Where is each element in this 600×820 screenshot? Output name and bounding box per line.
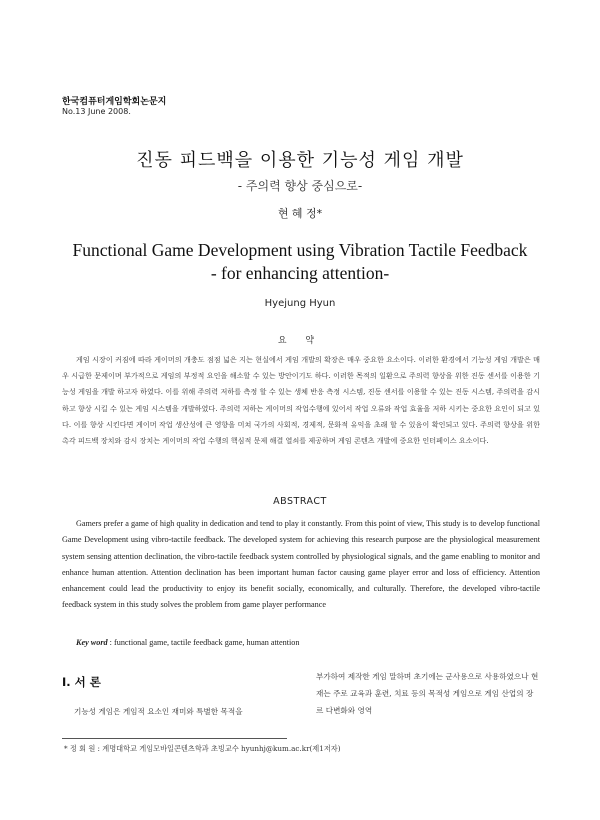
abstract-korean-body: 게임 시장이 커짐에 따라 게이머의 개충도 점점 넓은 지는 현실에서 게임 개발의 확장은 매우 중요한 요소이다. 이러한 환경에서 기능성 게임 개발은 매우 시급한 문제이며 부가적으로 게임의 부정적 요인을 해소할 수 있는 방안이기도 하다. 이러한 목적의 일환으로 주의력 향상을 위한 진동 센서를 이용한 기능성 게임을 개발 하고자 하였다. 이를 위해 주의력 저하를 측정 할 수 있는 생체 반응 측정 시스템, 진동 센서를 이용할 수 있는 진동 시스템, 주의력을 감시하고 향상 시킬 수 있는 게임 시스템을 개발하였다. 주의력 저하는 게이머의 작업수행에 있어서 작업 오류와 작업 효율을 저하 시키는 중요한 요인이 되고 있다. 이를 향상 시킨다면 게이머 작업 생산성에 큰 영향을 미쳐 국가의 사회적, 경제적, 문화적 유익을 초래 할 수 있음이 확인되고 있다. 주의력 향상을 위한 촉각 피드백 장치와 감시 장치는 게이머의 작업 수행의 핵심적 문제 해결 열쇠를 제공하며 게임 콘텐츠 개발에 중요한 인터페이스 요소이다. [62, 355, 540, 446]
abstract-english-heading: ABSTRACT [273, 496, 327, 507]
keywords-label: Key word [76, 638, 108, 647]
title-english-line2: - for enhancing attention- [210, 263, 390, 283]
author-korean: 현 혜 정* [277, 207, 323, 220]
footnote-divider [62, 738, 287, 739]
keywords [76, 638, 300, 647]
journal-issue: No.13 June 2008. [62, 107, 131, 116]
intro-left-column: 기능성 게임은 게임적 요소인 재미와 특별한 목적을 [74, 707, 243, 716]
abstract-korean-heading: 요 약 [277, 336, 323, 346]
title-korean: 진동 피드백을 이용한 기능성 게임 개발 [136, 150, 464, 171]
section-title-introduction: Ⅰ. 서 론 [62, 675, 101, 689]
author-footnote: * 정 회 원 : 계명대학교 게임모바일콘텐츠학과 초빙교수 hyunhj@kum.ac.kr(제1저자) [64, 744, 341, 753]
journal-name: 한국컴퓨터게임학회논문지 [62, 97, 167, 107]
title-english-line1: Functional Game Development using Vibration Tactile Feedback [72, 240, 528, 260]
author-english: Hyejung Hyun [264, 298, 336, 309]
abstract-english-body: Gamers prefer a game of high quality in dedication and tend to play it constantly. From this point of view, This study is to develop functional Game Development using vibro-tactile feedback. The developed system for achieving this research purpose are the physiological measurement system sensing attention declination, the vibro-tactile feedback system controlled by physiological signals, and the game enabling to monitor and enhance human attention. Attention declination has been important human factor causing game player error and loss of efficiency. Attention enhancement could lead the productivity to enjoy its benefit socially, economically, and culturally. Therefore, the developed vibro-tactile feedback system in this study solves the problem from game player performance [62, 519, 540, 610]
intro-right-column: 부가하여 제작한 게임 말하며 초기에는 군사용으로 사용하였으나 현재는 주로 교육과 훈련, 치료 등의 목적성 게임으로 게임 산업의 장르 다변화와 영역 [316, 672, 539, 715]
subtitle-korean: - 주의력 향상 중심으로- [237, 179, 363, 193]
keywords-text: : functional game, tactile feedback game, human attention [109, 638, 300, 647]
